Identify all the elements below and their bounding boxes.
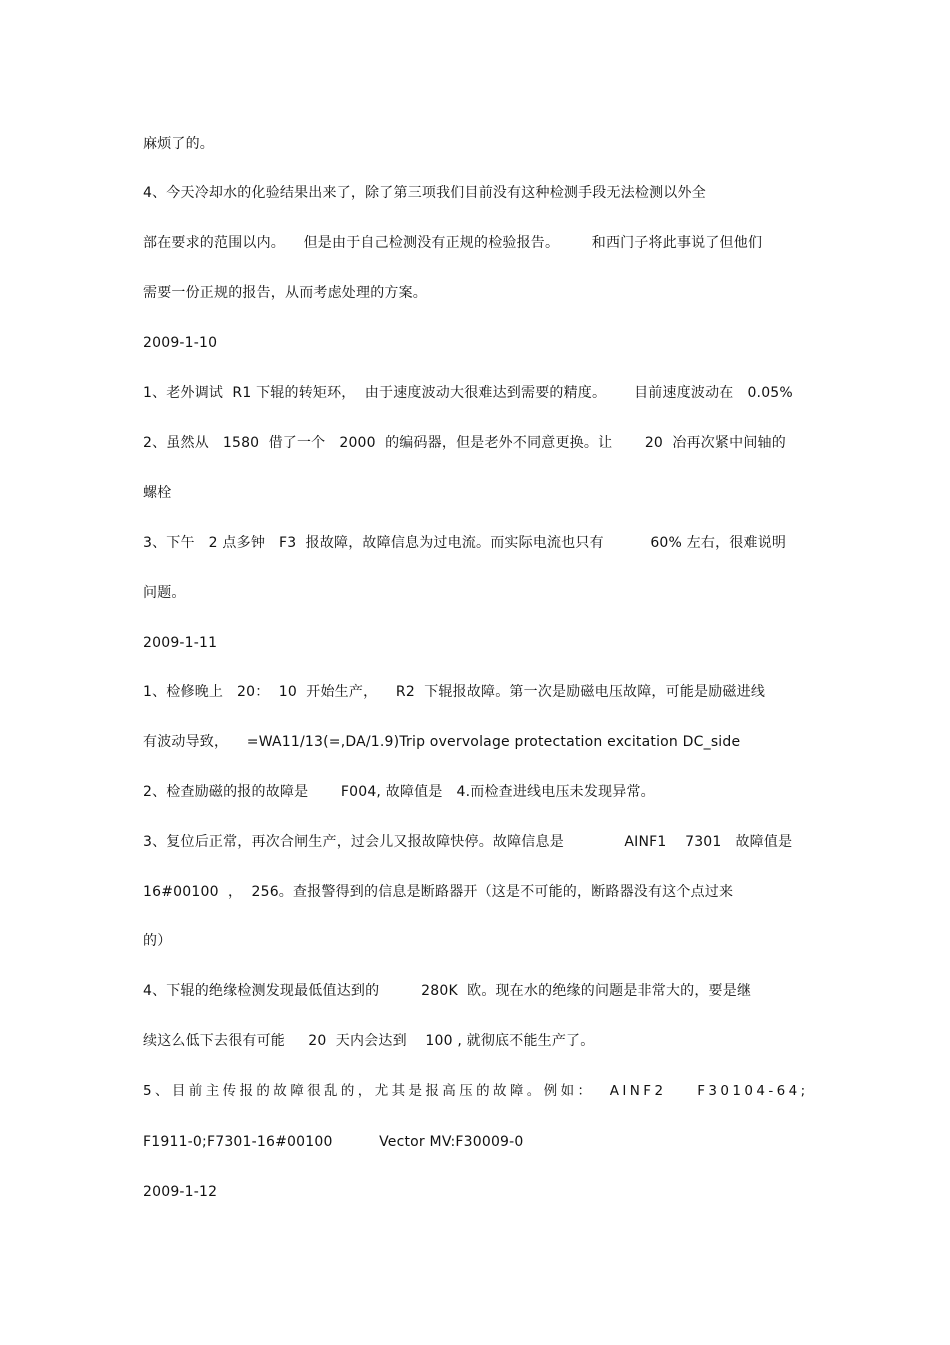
text-line: 4、下辊的绝缘检测发现最低值达到的 280K 欧。现在水的绝缘的问题是非常大的，要是继 [143,983,752,999]
text-line: 有波动导致， =WA11/13(=,DA/1.9)Trip overvolage protectation excitation DC_side [143,734,741,750]
text-line: 问题。 [143,585,186,601]
text-line: 部在要求的范围以内。 但是由于自己检测没有正规的检验报告。 和西门子将此事说了但他们 [143,235,763,251]
date-heading: 2009-1-12 [143,1184,218,1200]
text-line: F1911-0;F7301-16#00100 Vector MV:F30009-0 [143,1134,524,1150]
text-line: 的） [143,933,172,949]
text-line: 16#00100 ， 256。查报警得到的信息是断路器开（这是不可能的，断路器没有这个点过来 [143,884,734,900]
text-line: 螺栓 [143,485,172,501]
text-line: 2、检查励磁的报的故障是 F004, 故障值是 4.而检查进线电压未发现异常。 [143,784,655,800]
text-line: 2、虽然从 1580 借了一个 2000 的编码器，但是老外不同意更换。让 20 冶再次紧中间轴的 [143,435,786,451]
date-heading: 2009-1-10 [143,335,218,351]
text-line: 3、复位后正常，再次合闸生产，过会儿又报故障快停。故障信息是 AINF1 7301 故障值是 [143,834,793,850]
text-line: 续这么低下去很有可能 20 天内会达到 100 , 就彻底不能生产了。 [143,1033,595,1049]
text-line: 5、目前主传报的故障很乱的，尤其是报高压的故障。例如： AINF2 F30104-64; [143,1083,809,1099]
text-line: 3、下午 2 点多钟 F3 报故障，故障信息为过电流。而实际电流也只有 60% 左右，很难说明 [143,535,787,551]
text-line: 4、今天冷却水的化验结果出来了，除了第三项我们目前没有这种检测手段无法检测以外全 [143,185,706,201]
text-line: 需要一份正规的报告，从而考虑处理的方案。 [143,285,427,301]
text-line: 1、检修晚上 20： 10 开始生产， R2 下辊报故障。第一次是励磁电压故障，可能是励磁进线 [143,684,766,700]
text-line: 1、老外调试 R1 下辊的转矩环， 由于速度波动大很难达到需要的精度。 目前速度波动在 0.05% [143,385,793,401]
text-line: 麻烦了的。 [143,136,214,152]
date-heading: 2009-1-11 [143,635,218,651]
